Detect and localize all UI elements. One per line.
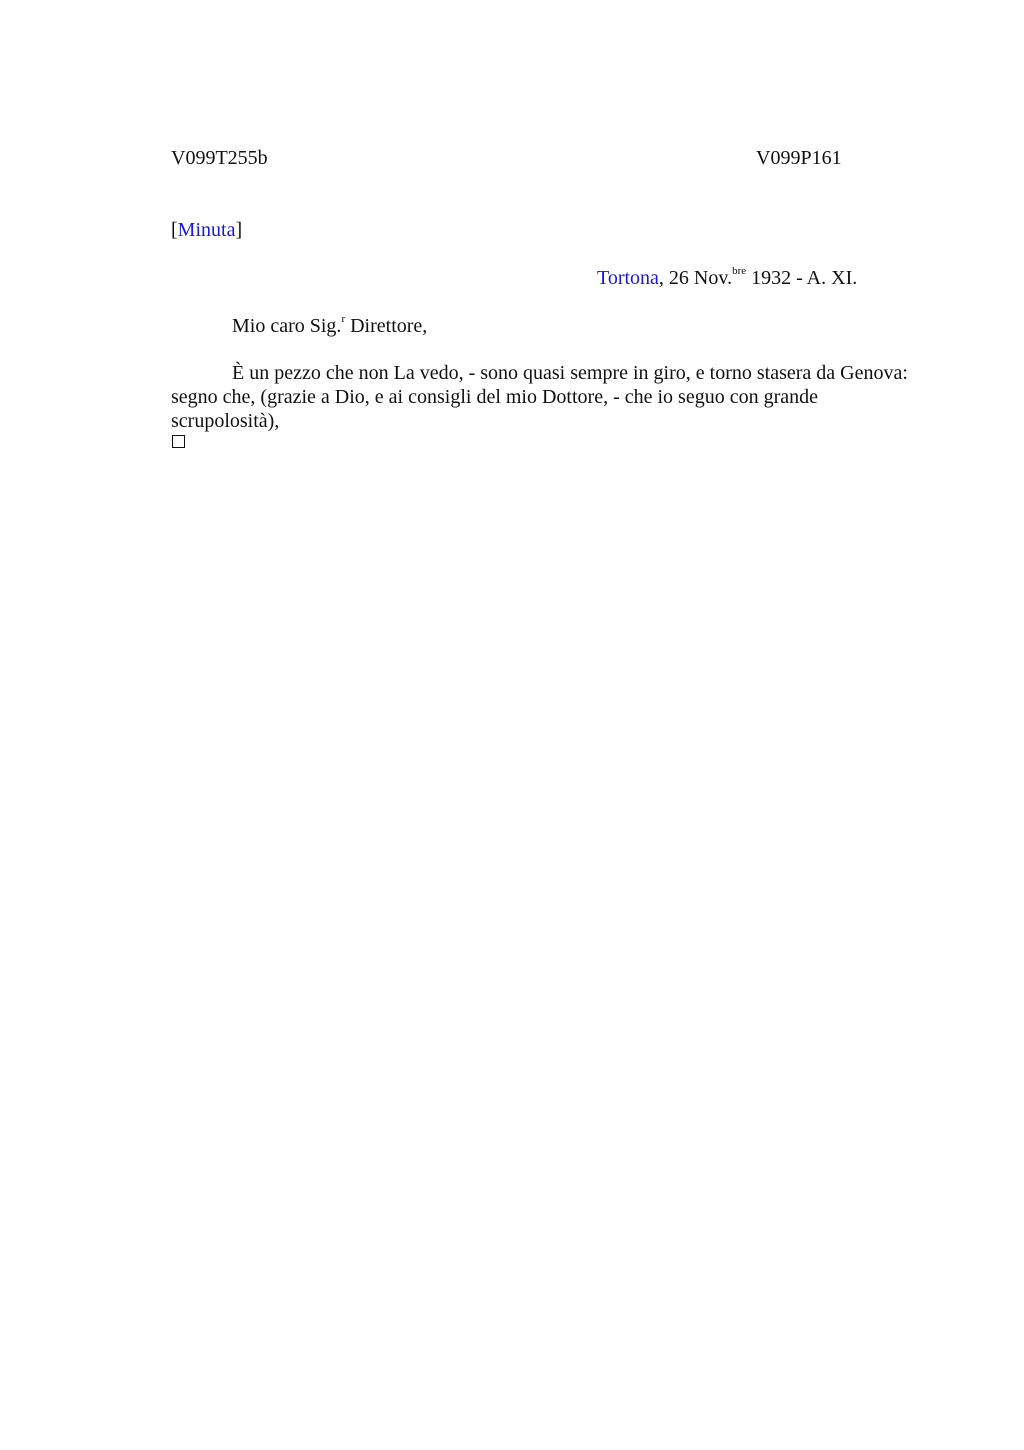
document-type — [171, 218, 242, 242]
date-suffix: 1932 - A. XI. — [746, 267, 858, 289]
header-right-code: V099P161 — [756, 147, 842, 169]
body-paragraph: È un pezzo che non La vedo, - sono quasi sempre in giro, e torno stasera da Genova: segno che, (grazie a Dio, e ai consigli del mio Dottore, - che io seguo con grande scrupolosità), — [171, 362, 908, 432]
checkbox-icon[interactable] — [172, 435, 185, 448]
salutation-suffix: Direttore, — [345, 315, 428, 337]
bracket-close: ] — [235, 219, 243, 241]
header-left-code: V099T255b — [171, 147, 268, 169]
salutation — [232, 314, 427, 338]
salutation-prefix: Mio caro Sig. — [232, 315, 342, 337]
date-prefix: , 26 Nov. — [658, 267, 733, 289]
salutation-superscript: r — [341, 313, 346, 326]
dateline — [597, 266, 857, 290]
bracket-open: [ — [171, 219, 178, 241]
place-link[interactable]: Tortona — [597, 267, 659, 289]
date-superscript: bre — [732, 265, 747, 278]
minuta-link[interactable]: Minuta — [177, 219, 236, 241]
